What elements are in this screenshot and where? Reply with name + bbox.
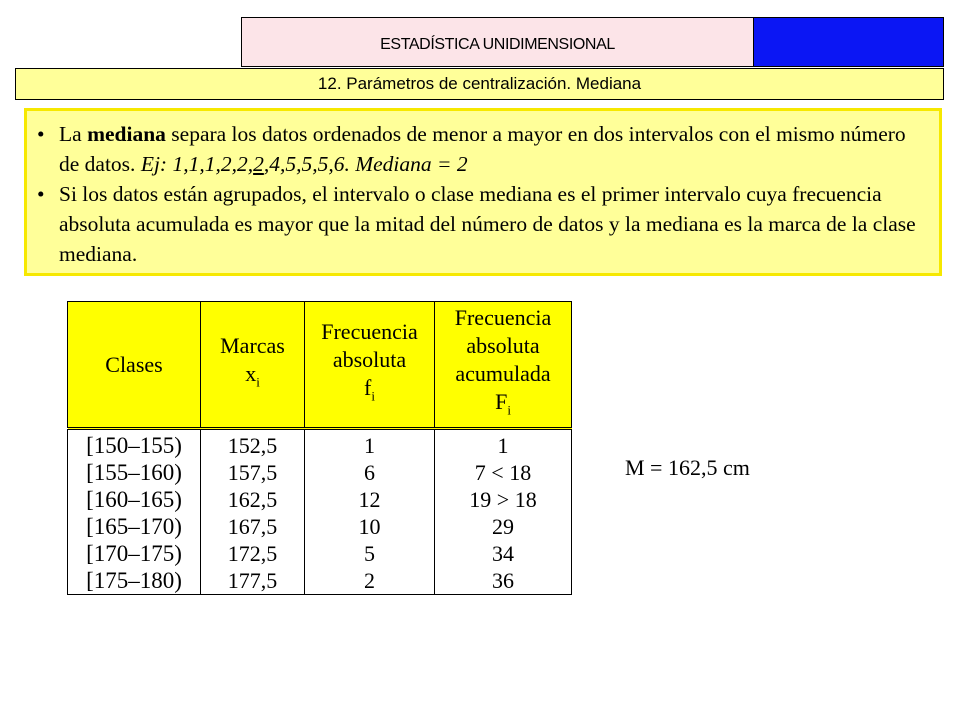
cell-Fi: 1 <box>497 433 509 458</box>
bullet-dot-icon: • <box>37 122 45 146</box>
definition-bullet-2 <box>37 179 929 269</box>
cell-fi: 10 <box>305 513 435 540</box>
table-row <box>68 567 572 595</box>
table-row <box>68 486 572 513</box>
cell-clase: [155–160) <box>68 459 201 486</box>
section-title-text: ESTADÍSTICA UNIDIMENSIONAL <box>380 36 615 53</box>
header-marcas <box>201 302 305 429</box>
example-median-underlined: 2 <box>253 152 264 176</box>
section-title <box>241 17 753 67</box>
bullet-2-text: Si los datos están agrupados, el intervalo o clase mediana es el primer intervalo cuya frecuencia absoluta acumulada es mayor que la mitad del número de datos y la mediana es la marca de la clase mediana. <box>59 182 916 266</box>
table-row <box>68 540 572 567</box>
header-frec-acum-line1: Frecuencia <box>454 305 552 331</box>
header-frec-acum-line2: absoluta <box>466 333 540 359</box>
definition-panel <box>24 108 942 276</box>
bullet-1-pre: La <box>59 122 88 146</box>
cell-fi: 2 <box>305 567 435 595</box>
bullet-1-post: separa los datos ordenados de menor a mayor en dos intervalos con el mismo número de datos. <box>59 122 906 176</box>
subscript-i: i <box>507 402 511 418</box>
header-frec-abs-line1: Frecuencia <box>321 319 418 345</box>
frequency-table <box>67 301 572 595</box>
cell-marca: 177,5 <box>201 567 305 595</box>
cell-fi: 1 <box>305 429 435 460</box>
blue-block <box>753 17 944 67</box>
cell-fi: 6 <box>305 459 435 486</box>
bullet-dot-icon: • <box>37 182 45 206</box>
cell-marca: 152,5 <box>201 429 305 460</box>
cell-Fi: 19 > 18 <box>469 487 537 512</box>
cell-marca: 162,5 <box>201 486 305 513</box>
slide-subtitle-text: 12. Parámetros de centralización. Mediana <box>317 74 642 93</box>
header-clases-text: Clases <box>105 351 163 377</box>
cell-clase: [160–165) <box>68 486 201 513</box>
table-row <box>68 513 572 540</box>
cell-Fi: 34 <box>492 541 514 566</box>
header-frec-acum <box>435 302 572 429</box>
header-frec-acum-symbol: F <box>495 389 508 415</box>
header-frec-abs <box>305 302 435 429</box>
example-part-a: Ej: 1,1,1,2,2, <box>140 152 254 176</box>
subscript-i: i <box>371 388 375 404</box>
cell-clase: [175–180) <box>68 567 201 595</box>
cell-Fi: 7 < 18 <box>474 460 532 485</box>
cell-Fi: 29 <box>492 514 514 539</box>
table-header-row <box>68 302 572 429</box>
cell-marca: 167,5 <box>201 513 305 540</box>
header-frec-acum-line3: acumulada <box>455 361 551 387</box>
example-part-b: ,4,5,5,5,6. Mediana = 2 <box>263 152 468 176</box>
cell-fi: 12 <box>305 486 435 513</box>
bullet-1-text <box>59 119 929 179</box>
cell-fi: 5 <box>305 540 435 567</box>
table-row <box>68 429 572 460</box>
subscript-i: i <box>256 374 260 390</box>
cell-marca: 172,5 <box>201 540 305 567</box>
header-marcas-symbol: x <box>245 361 257 387</box>
cell-clase: [165–170) <box>68 513 201 540</box>
bullet-1-bold: mediana <box>87 122 166 146</box>
header-frec-abs-symbol: f <box>364 375 372 401</box>
header-frec-abs-line2: absoluta <box>332 347 407 373</box>
cell-marca: 157,5 <box>201 459 305 486</box>
median-result: M = 162,5 cm <box>625 455 750 480</box>
table-row <box>68 459 572 486</box>
definition-bullet-1 <box>37 119 929 179</box>
cell-Fi: 36 <box>492 568 514 593</box>
header-clases <box>68 302 201 429</box>
cell-clase: [170–175) <box>68 540 201 567</box>
slide-subtitle <box>15 68 944 100</box>
cell-clase: [150–155) <box>68 429 201 460</box>
header-marcas-text: Marcas <box>220 333 285 359</box>
